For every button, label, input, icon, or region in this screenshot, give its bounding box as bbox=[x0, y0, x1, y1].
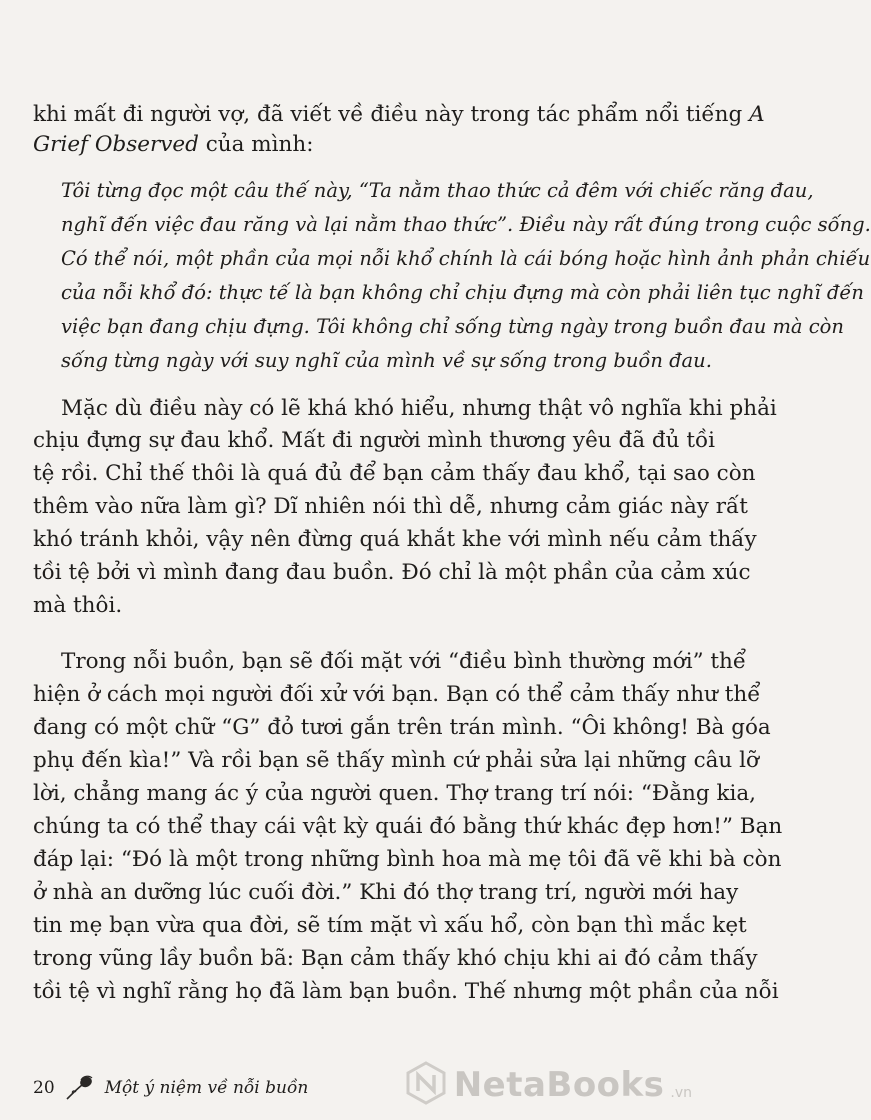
quote-line: Có thể nói, một phần của mọi nỗi khổ chính là cái bóng hoặc hình ảnh phản chiếu bbox=[61, 247, 871, 270]
watermark-brand: NetaBooks bbox=[453, 1065, 665, 1105]
paragraph-line: hiện ở cách mọi người đối xử với bạn. Bạn có thể cảm thấy như thể bbox=[33, 682, 761, 707]
book-title: Một ý niệm về nỗi buồn bbox=[104, 1078, 309, 1098]
paragraph-line: tệ rồi. Chỉ thế thôi là quá đủ để bạn cảm thấy đau khổ, tại sao còn bbox=[33, 461, 756, 486]
quote-line: việc bạn đang chịu đựng. Tôi không chỉ sống từng ngày trong buồn đau mà còn bbox=[61, 315, 844, 338]
paragraph-line: lời, chẳng mang ác ý của người quen. Thợ trang trí nói: “Đằng kia, bbox=[33, 781, 757, 806]
body-line-2 bbox=[33, 130, 678, 160]
paragraph-line: chịu đựng sự đau khổ. Mất đi người mình thương yêu đã đủ tồi bbox=[33, 428, 716, 453]
paragraph-line: tồi tệ bởi vì mình đang đau buồn. Đó chỉ là một phần của cảm xúc bbox=[33, 560, 751, 585]
netabooks-logo-icon bbox=[404, 1061, 448, 1109]
paragraph-line: Trong nỗi buồn, bạn sẽ đối mặt với “điều bình thường mới” thể bbox=[61, 649, 747, 674]
paragraph-line: khó tránh khỏi, vậy nên đừng quá khắt khe với mình nếu cảm thấy bbox=[33, 527, 757, 552]
line-text: khi mất đi người vợ, đã viết về điều này trong tác phẩm nổi tiếng bbox=[33, 102, 750, 127]
book-title-fragment: Grief Observed bbox=[33, 132, 199, 157]
paragraph-line: thêm vào nữa làm gì? Dĩ nhiên nói thì dễ, nhưng cảm giác này rất bbox=[33, 494, 748, 519]
paragraph-line: phụ đến kìa!” Và rồi bạn sẽ thấy mình cứ phải sửa lại những câu lỡ bbox=[33, 748, 759, 773]
watermark-tld: .vn bbox=[670, 1085, 692, 1101]
quote-line: của nỗi khổ đó: thực tế là bạn không chỉ chịu đựng mà còn phải liên tục nghĩ đến bbox=[61, 281, 864, 304]
paragraph-line: chúng ta có thể thay cái vật kỳ quái đó bằng thứ khác đẹp hơn!” Bạn bbox=[33, 814, 783, 839]
paragraph-line: đang có một chữ “G” đỏ tươi gắn trên trán mình. “Ôi không! Bà góa bbox=[33, 715, 771, 740]
quote-line: nghĩ đến việc đau răng và lại nằm thao thức”. Điều này rất đúng trong cuộc sống. bbox=[61, 213, 871, 236]
paragraph-line: tin mẹ bạn vừa qua đời, sẽ tím mặt vì xấu hổ, còn bạn thì mắc kẹt bbox=[33, 913, 747, 938]
paragraph-line: Mặc dù điều này có lẽ khá khó hiểu, nhưng thật vô nghĩa khi phải bbox=[61, 396, 777, 421]
paragraph-line: đáp lại: “Đó là một trong những bình hoa mà mẹ tôi đã vẽ khi bà còn bbox=[33, 847, 782, 872]
netabooks-watermark bbox=[404, 1063, 692, 1107]
body-line-1 bbox=[33, 100, 765, 130]
book-title-fragment: A bbox=[749, 102, 765, 127]
page-footer bbox=[33, 1073, 308, 1103]
paragraph-line: ở nhà an dưỡng lúc cuối đời.” Khi đó thợ trang trí, người mới hay bbox=[33, 880, 739, 905]
rose-icon bbox=[65, 1075, 95, 1101]
paragraph-line: tồi tệ vì nghĩ rằng họ đã làm bạn buồn. Thế nhưng một phần của nỗi bbox=[33, 979, 779, 1004]
page-number: 20 bbox=[33, 1078, 55, 1098]
paragraph-line: mà thôi. bbox=[33, 593, 123, 618]
line-text: của mình: bbox=[198, 132, 314, 157]
quote-line: sống từng ngày với suy nghĩ của mình về sự sống trong buồn đau. bbox=[61, 349, 712, 372]
paragraph-line: trong vũng lầy buồn bã: Bạn cảm thấy khó chịu khi ai đó cảm thấy bbox=[33, 946, 758, 971]
quote-line: Tôi từng đọc một câu thế này, “Ta nằm thao thức cả đêm với chiếc răng đau, bbox=[61, 179, 814, 202]
